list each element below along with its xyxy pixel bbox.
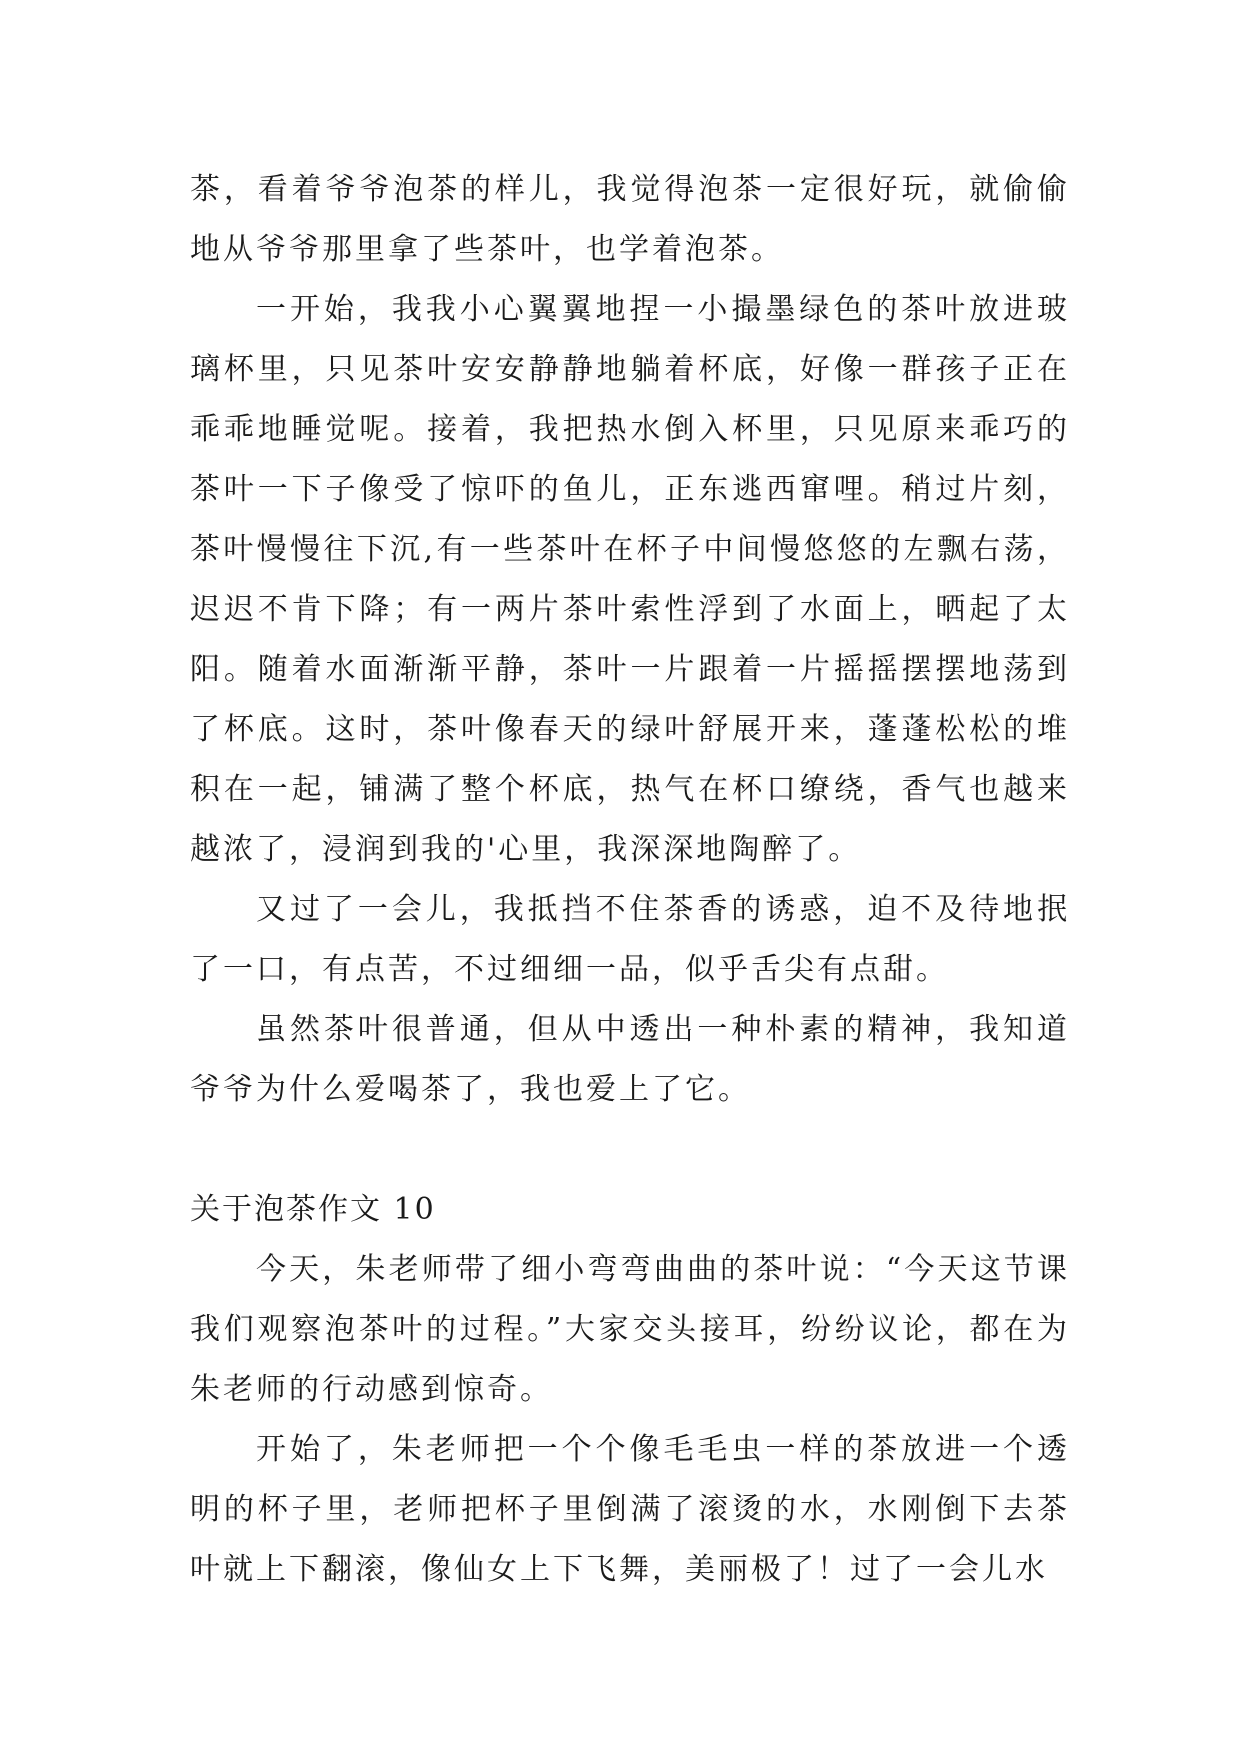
paragraph-brewing-process: 一开始，我我小心翼翼地捏一小撮墨绿色的茶叶放进玻璃杯里，只见茶叶安安静静地躺着杯底，好像一群孩子正在乖乖地睡觉呢。接着，我把热水倒入杯里，只见原来乖巧的茶叶一下子像受了惊吓的鱼儿，正东逃西窜哩。稍过片刻，茶叶慢慢往下沉,有一些茶叶在杯子中间慢悠悠的左飘右荡，迟迟不肯下降；有一两片茶叶索性浮到了水面上，晒起了太阳。随着水面渐渐平静，茶叶一片跟着一片摇摇摆摆地荡到了杯底。这时，茶叶像春天的绿叶舒展开来，蓬蓬松松的堆积在一起，铺满了整个杯底，热气在杯口缭绕，香气也越来越浓了，浸润到我的'心里，我深深地陶醉了。 — [190, 292, 1070, 867]
paragraph-teacher-demo: 开始了，朱老师把一个个像毛毛虫一样的茶放进一个透明的杯子里，老师把杯子里倒满了滚烫的水，水刚倒下去茶叶就上下翻滚，像仙女上下飞舞，美丽极了！过了一会儿水 — [190, 1432, 1070, 1587]
paragraph-continuation: 茶，看着爷爷泡茶的样儿，我觉得泡茶一定很好玩，就偷偷地从爷爷那里拿了些茶叶，也学着泡茶。 — [190, 172, 1070, 267]
paragraph-conclusion: 虽然茶叶很普通，但从中透出一种朴素的精神，我知道爷爷为什么爱喝茶了，我也爱上了它。 — [190, 1012, 1070, 1107]
paragraph-teacher-intro: 今天，朱老师带了细小弯弯曲曲的茶叶说：“今天这节课我们观察泡茶叶的过程。”大家交头接耳，纷纷议论，都在为朱老师的行动感到惊奇。 — [190, 1252, 1070, 1407]
paragraph-tasting: 又过了一会儿，我抵挡不住茶香的诱惑，迫不及待地抿了一口，有点苦，不过细细一品，似乎舌尖有点甜。 — [190, 892, 1070, 987]
document-body — [190, 160, 1070, 1600]
section-heading: 关于泡茶作文 10 — [190, 1192, 436, 1227]
